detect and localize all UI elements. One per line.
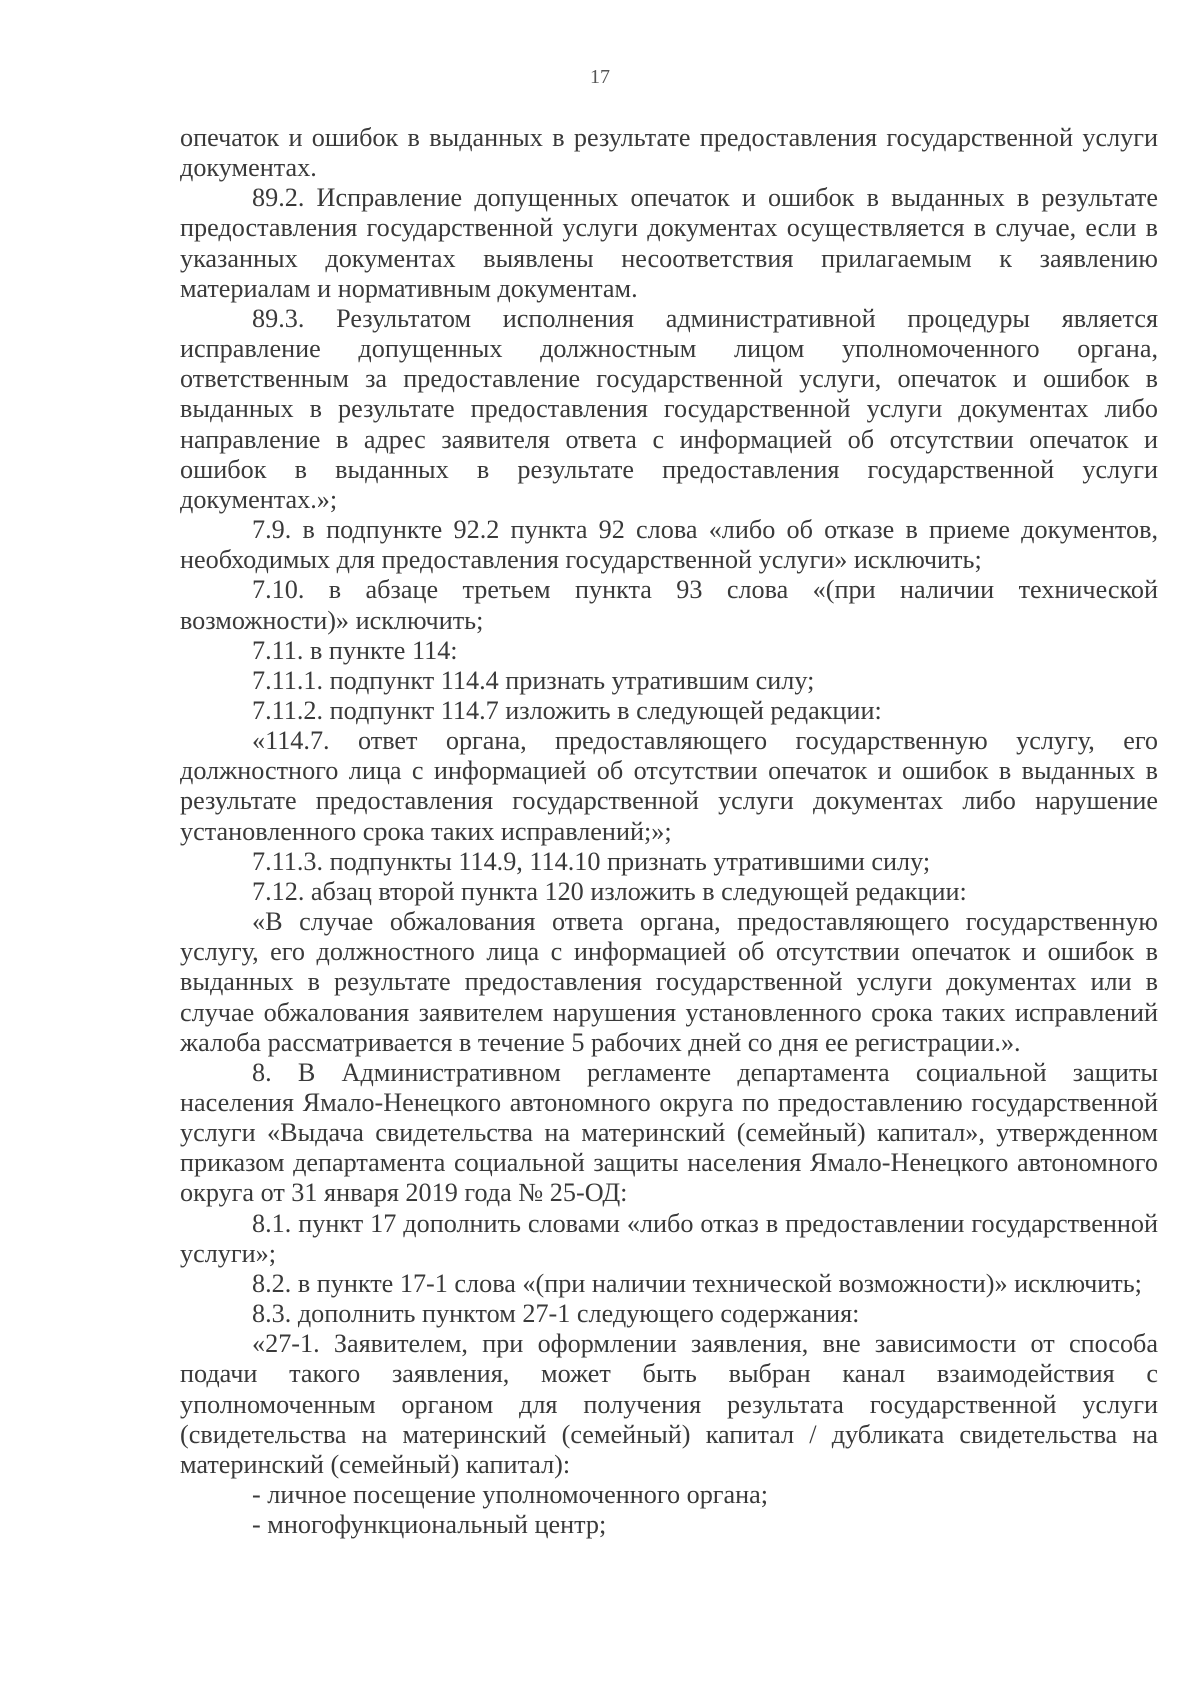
paragraph: 8.3. дополнить пунктом 27-1 следующего содержания: (252, 1299, 860, 1329)
paragraph: 7.10. в абзаце третьем пункта 93 слова «(при наличии технической возможности)» исключить; (180, 575, 1158, 635)
paragraph: - личное посещение уполномоченного органа; (252, 1480, 769, 1510)
paragraph: 7.11.3. подпункты 114.9, 114.10 признать утратившими силу; (252, 846, 931, 876)
page-number: 17 (590, 66, 610, 88)
paragraph: 8. В Административном регламенте департамента социальной защиты населения Ямало-Ненецкого автономного округа по предоставлению государственной услуги «Выдача свидетельства на материнский (семейный) капитал», утвержденном приказом департамента социальной защиты населения Ямало-Ненецкого автономного округа от 31 января 2019 года № 25-ОД: (180, 1057, 1158, 1208)
paragraph: 8.2. в пункте 17-1 слова «(при наличии технической возможности)» исключить; (252, 1268, 1142, 1298)
paragraph: 89.3. Результатом исполнения административной процедуры является исправление допущенных должностным лицом уполномоченного органа, ответственным за предоставление государственной услуги, опечаток и ошибок в выданных в результате предоставления государственной услуги документах либо направление в адрес заявителя ответа с информацией об отсутствии опечаток и ошибок в выданных в результате предоставления государственной услуги документах.»; (180, 303, 1158, 514)
paragraph: 7.11. в пункте 114: (252, 635, 458, 665)
paragraph: «114.7. ответ органа, предоставляющего государственную услугу, его должностного лица с информацией об отсутствии опечаток и ошибок в выданных в результате предоставления государственной услуги документах либо нарушение установленного срока таких исправлений;»; (180, 726, 1158, 846)
document-body (180, 123, 1158, 1540)
paragraph: 7.12. абзац второй пункта 120 изложить в следующей редакции: (252, 876, 967, 906)
paragraph: - многофункциональный центр; (252, 1510, 607, 1540)
paragraph: 7.11.1. подпункт 114.4 признать утратившим силу; (252, 665, 815, 695)
paragraph: «В случае обжалования ответа органа, предоставляющего государственную услугу, его должностного лица с информацией об отсутствии опечаток и ошибок в выданных в результате предоставления государственной услуги документах или в случае обжалования заявителем нарушения установленного срока таких исправлений жалоба рассматривается в течение 5 рабочих дней со дня ее регистрации.». (180, 907, 1158, 1057)
paragraph: опечаток и ошибок в выданных в результате предоставления государственной услуги документах. (180, 123, 1158, 183)
paragraph: 7.9. в подпункте 92.2 пункта 92 слова «либо об отказе в приеме документов, необходимых для предоставления государственной услуги» исключить; (180, 515, 1158, 575)
paragraph: «27-1. Заявителем, при оформлении заявления, вне зависимости от способа подачи такого заявления, может быть выбран канал взаимодействия с уполномоченным органом для получения результата государственной услуги (свидетельства на материнский (семейный) капитал / дубликата свидетельства на материнский (семейный) капитал): (180, 1329, 1158, 1479)
paragraph: 8.1. пункт 17 дополнить словами «либо отказ в предоставлении государственной услуги»; (180, 1208, 1158, 1268)
paragraph: 7.11.2. подпункт 114.7 изложить в следующей редакции: (252, 695, 882, 725)
paragraph: 89.2. Исправление допущенных опечаток и ошибок в выданных в результате предоставления государственной услуги документах осуществляется в случае, если в указанных документах выявлены несоответствия прилагаемым к заявлению материалам и нормативным документам. (180, 183, 1158, 303)
